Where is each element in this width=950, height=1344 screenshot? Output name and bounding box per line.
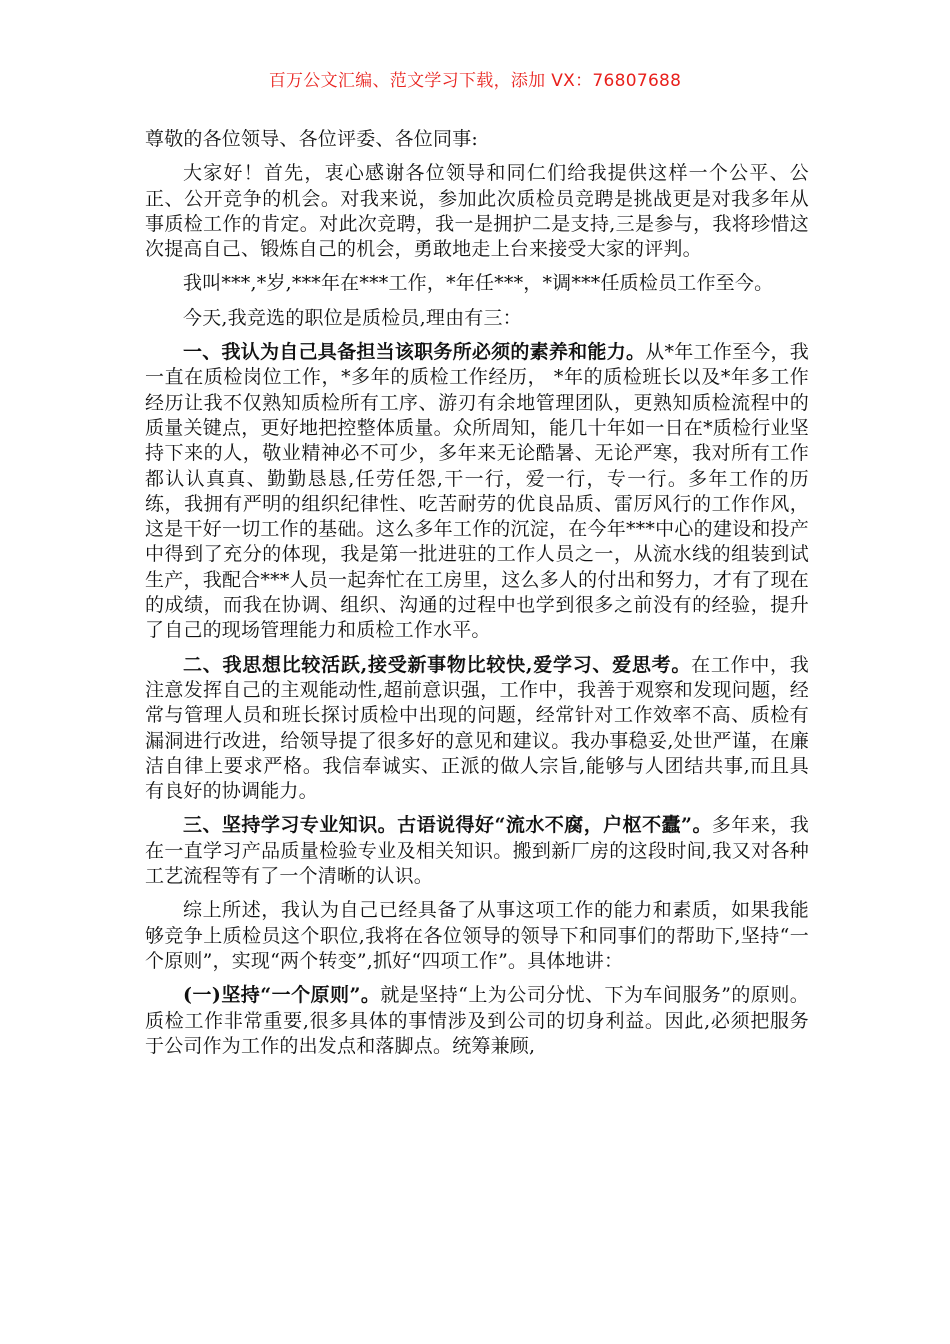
principle-body: 就是坚持“上为公司分忧、下为车间服务”的原则。质检工作非常重要,很多具体的事情涉及到公司的切身利益。因此,必须把服务于公司作为工作的出发点和落脚点。统筹兼顾,: [145, 984, 809, 1057]
paragraph-opening: 大家好！首先，衷心感谢各位领导和同仁们给我提供这样一个公平、公正、公开竞争的机会。对我来说，参加此次质检员竞聘是挑战更是对我多年从事质检工作的肯定。对此次竞聘，我一是拥护二是支持,三是参与，我将珍惜这次提高自己、锻炼自己的机会，勇敢地走上台来接受大家的评判。: [145, 162, 809, 261]
paragraph-reason-three: [145, 813, 809, 889]
reason-one-heading: 一、我认为自己具备担当该职务所必须的素养和能力。: [183, 341, 646, 364]
reason-two-body: 在工作中，我注意发挥自己的主观能动性,超前意识强，工作中，我善于观察和发现问题，经常与管理人员和班长探讨质检中出现的问题，经常针对工作效率不高、质检有漏洞进行改进，给领导提了很多好的意见和建议。我办事稳妥,处世严谨，在廉洁自律上要求严格。我信奉诚实、正派的做人宗旨,能够与人团结共事,而且具有良好的协调能力。: [145, 653, 809, 803]
paragraph-reason-two: [145, 653, 809, 805]
paragraph-reason-one: [145, 340, 809, 644]
paragraph-principle: [145, 983, 809, 1059]
reason-three-heading: 三、坚持学习专业知识。古语说得好“流水不腐，户枢不蠹”。: [183, 814, 712, 837]
reason-two-heading: 二、我思想比较活跃,接受新事物比较快,爱学习、爱思考。: [183, 653, 692, 676]
paragraph-self-intro: 我叫***,*岁,***年在***工作，*年任***，*调***任质检员工作至今。: [183, 272, 774, 295]
salutation: 尊敬的各位领导、各位评委、各位同事:: [145, 128, 479, 150]
watermark-header: 百万公文汇编、范文学习下载，添加 VX：76807688: [268, 71, 682, 91]
reason-three-body: 多年来，我在一直学习产品质量检验专业及相关知识。搬到新厂房的这段时间,我又对各种工艺流程等有了一个清晰的认识。: [145, 814, 809, 888]
reason-one-body: 从*年工作至今，我一直在质检岗位工作，*多年的质检工作经历， *年的质检班长以及*年多工作经历让我不仅熟知质检所有工序、游刃有余地管理团队，更熟知质检流程中的质量关键点，更好地把控整体质量。众所周知，能几十年如一日在*质检行业坚持下来的人，敬业精神必不可少，多年来无论酷暑、无论严寒，我对所有工作都认认真真、勤勤恳恳,任劳任怨,干一行，爱一行，专一行。多年工作的历练，我拥有严明的组织纪律性、吃苦耐劳的优良品质、雷厉风行的工作作风，这是干好一切工作的基础。这么多年工作的沉淀，在今年***中心的建设和投产中得到了充分的体现，我是第一批进驻的工作人员之一，从流水线的组装到试生产，我配合***人员一起奔忙在工房里，这么多人的付出和努力，才有了现在的成绩，而我在协调、组织、沟通的过程中也学到很多之前没有的经验，提升了自己的现场管理能力和质检工作水平。: [145, 341, 809, 642]
paragraph-summary: 综上所述，我认为自己已经具备了从事这项工作的能力和素质，如果我能够竞争上质检员这个职位,我将在各位领导的领导下和同事们的帮助下,坚持“一个原则”，实现“两个转变”,抓好“四项工作”。具体地讲：: [145, 899, 809, 972]
document-body: [145, 127, 809, 1068]
principle-heading: (一)坚持“一个原则”。: [183, 984, 381, 1007]
paragraph-reasons-intro: 今天,我竞选的职位是质检员,理由有三：: [183, 306, 522, 329]
